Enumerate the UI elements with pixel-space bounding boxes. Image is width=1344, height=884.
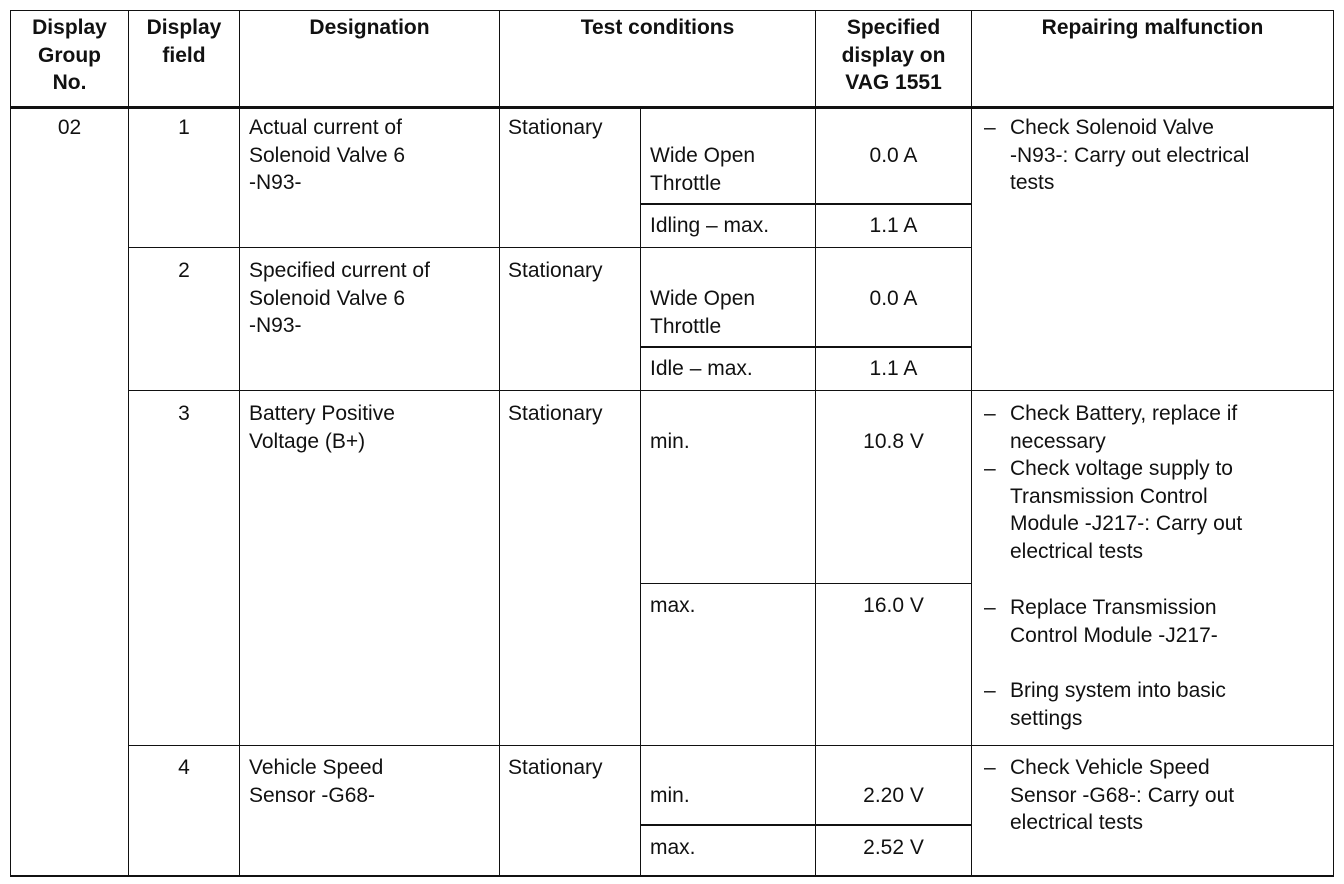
repair-item: – Check voltage supply to Transmission Control Module -J217-: Carry out electrical tests [984, 457, 1243, 563]
designation: Specified current of Solenoid Valve 6 -N93- [249, 259, 430, 337]
specified-value: 2.52 V [863, 836, 924, 859]
grid-line [1333, 10, 1334, 876]
header-repair: Repairing malfunction [1041, 16, 1264, 39]
repair-item: – Replace Transmission Control Module -J217- [984, 596, 1218, 647]
designation: Battery Positive Voltage (B+) [249, 402, 395, 453]
specified-value: 16.0 V [863, 594, 924, 617]
repair-item: – Check Vehicle Speed Sensor -G68-: Carry out electrical tests [984, 756, 1235, 834]
dash-bullet: – [984, 116, 996, 139]
grid-line [640, 108, 641, 876]
condition: Stationary [508, 116, 603, 139]
sub-condition: Wide Open Throttle [650, 144, 756, 195]
grid-line [10, 875, 1334, 877]
header-field: Display field [146, 16, 222, 67]
header-group: Display Group No. [32, 16, 107, 94]
repair-item: – Check Solenoid Valve -N93-: Carry out electrical tests [984, 116, 1250, 194]
field-number: 3 [178, 402, 190, 425]
condition: Stationary [508, 756, 603, 779]
field-number: 2 [178, 259, 190, 282]
condition: Stationary [508, 402, 603, 425]
sub-condition: max. [650, 836, 696, 859]
dash-bullet: – [984, 457, 996, 480]
grid-line [10, 106, 1334, 109]
grid-line [128, 745, 1334, 746]
header-test-conditions: Test conditions [580, 16, 735, 39]
sub-condition: Idling – max. [650, 214, 770, 237]
designation: Actual current of Solenoid Valve 6 -N93- [249, 116, 406, 194]
grid-line [640, 824, 972, 826]
grid-line [640, 203, 972, 205]
field-number: 4 [178, 756, 190, 779]
repair-item: – Check Battery, replace if necessary [984, 402, 1238, 453]
group-number: 02 [57, 116, 82, 139]
specified-value: 2.20 V [863, 784, 924, 807]
dash-bullet: – [984, 596, 996, 619]
header-specified: Specified display on VAG 1551 [841, 16, 946, 94]
header-designation: Designation [309, 16, 430, 39]
condition: Stationary [508, 259, 603, 282]
repair-item: – Bring system into basic settings [984, 679, 1226, 730]
sub-condition: min. [650, 430, 690, 453]
specified-value: 0.0 A [869, 144, 918, 167]
grid-line [499, 10, 500, 876]
specified-value: 1.1 A [869, 357, 918, 380]
grid-line [128, 247, 972, 248]
sub-condition: max. [650, 594, 696, 617]
grid-line [971, 10, 972, 876]
specified-value: 1.1 A [869, 214, 918, 237]
grid-line [128, 390, 1334, 391]
specified-value: 10.8 V [863, 430, 924, 453]
dash-bullet: – [984, 756, 996, 779]
grid-line [10, 10, 1334, 11]
grid-line [239, 10, 240, 876]
designation: Vehicle Speed Sensor -G68- [249, 756, 384, 807]
field-number: 1 [178, 116, 190, 139]
grid-line [640, 583, 972, 584]
specified-value: 0.0 A [869, 287, 918, 310]
dash-bullet: – [984, 402, 996, 425]
grid-line [640, 346, 972, 348]
dash-bullet: – [984, 679, 996, 702]
sub-condition: min. [650, 784, 690, 807]
sub-condition: Wide Open Throttle [650, 287, 756, 338]
sub-condition: Idle – max. [650, 357, 753, 380]
